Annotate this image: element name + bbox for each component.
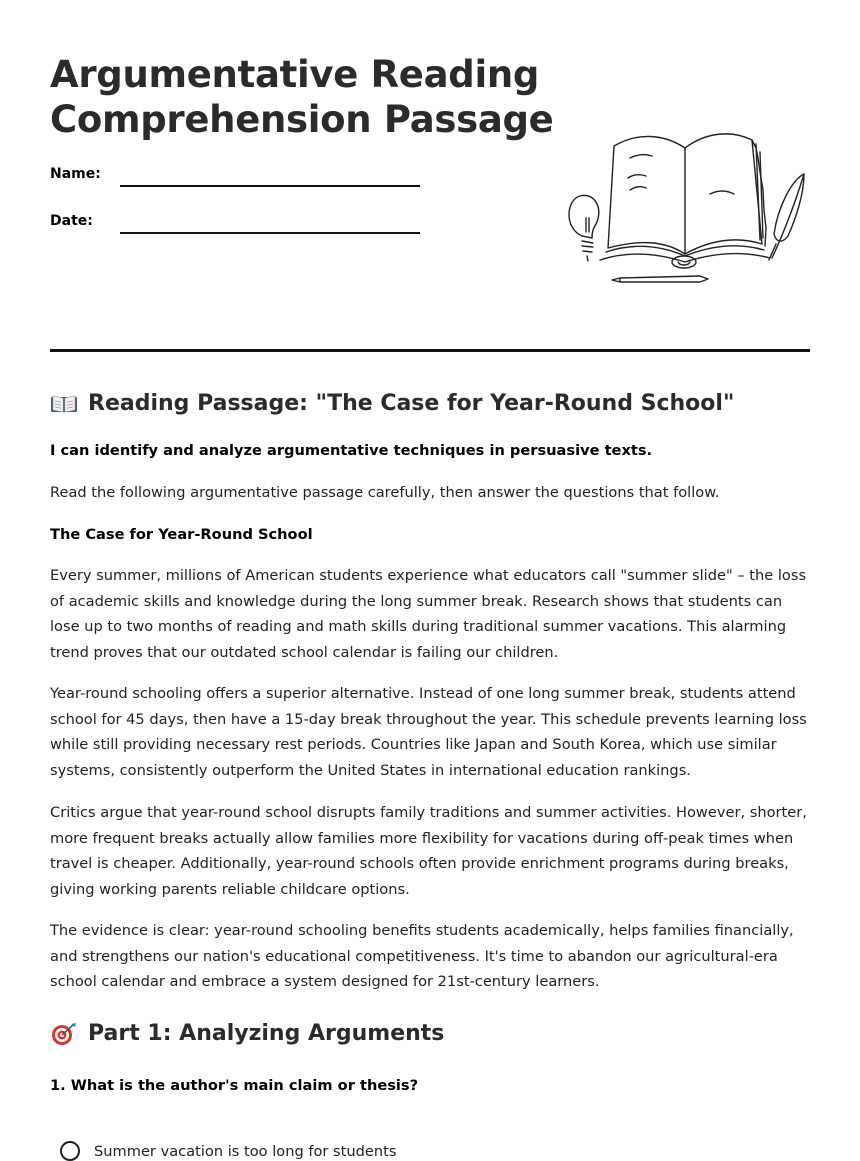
answer-option-label: Summer vacation is too long for students: [94, 1142, 397, 1160]
lightbulb-icon: [569, 195, 599, 261]
date-label: Date:: [50, 213, 93, 229]
date-line[interactable]: [120, 232, 420, 234]
book-illustration: [560, 128, 810, 288]
learning-objective: I can identify and analyze argumentative techniques in persuasive texts.: [50, 442, 653, 459]
header-divider: [50, 349, 810, 352]
passage-title: The Case for Year-Round School: [50, 526, 313, 543]
name-line[interactable]: [120, 185, 420, 187]
name-label: Name:: [50, 166, 101, 182]
radio-button[interactable]: [60, 1141, 80, 1161]
passage-paragraph: Critics argue that year-round school disrupts family traditions and summer activities. However, shorter, more frequent breaks actually allow families more flexibility for vacations during off-peak times when travel is cheaper. Additionally, year-round schools often provide enrichment programs during breaks, giving working parents reliable childcare options.: [50, 804, 807, 898]
pencil-icon: [612, 276, 708, 282]
part1-heading: [50, 1021, 444, 1046]
reading-passage-heading: [50, 391, 734, 416]
feather-quill-icon: [769, 174, 804, 260]
reading-passage-heading-text: Reading Passage: "The Case for Year-Round School": [88, 391, 735, 416]
open-book-icon: [600, 134, 770, 268]
target-dart-icon: [50, 1022, 78, 1046]
open-book-icon: [50, 392, 78, 416]
passage-paragraph: Every summer, millions of American students experience what educators call "summer slide" – the loss of academic skills and knowledge during the long summer break. Research shows that students can lose up to two months of reading and math skills during traditional summer vacations. This alarming trend proves that our outdated school calendar is failing our children.: [50, 567, 807, 661]
passage-paragraph: The evidence is clear: year-round schooling benefits students academically, helps families financially, and strengthens our nation's educational competitiveness. It's time to abandon our agricultural-era school calendar and embrace a system designed for 21st-century learners.: [50, 922, 794, 991]
answer-option[interactable]: [60, 1141, 396, 1161]
part1-heading-text: Part 1: Analyzing Arguments: [88, 1021, 445, 1046]
date-field[interactable]: [50, 213, 420, 243]
passage-paragraph: Year-round schooling offers a superior alternative. Instead of one long summer break, students attend school for 45 days, then have a 15-day break throughout the year. This schedule prevents learning loss while still providing necessary rest periods. Countries like Japan and South Korea, which use similar systems, consistently outperform the United States in international education rankings.: [50, 685, 807, 779]
instructions: Read the following argumentative passage carefully, then answer the questions that follow.: [50, 484, 720, 501]
name-field[interactable]: [50, 166, 420, 196]
page-title: Argumentative Reading Comprehension Passage: [50, 53, 554, 141]
question-1-prompt: 1. What is the author's main claim or thesis?: [50, 1077, 419, 1094]
